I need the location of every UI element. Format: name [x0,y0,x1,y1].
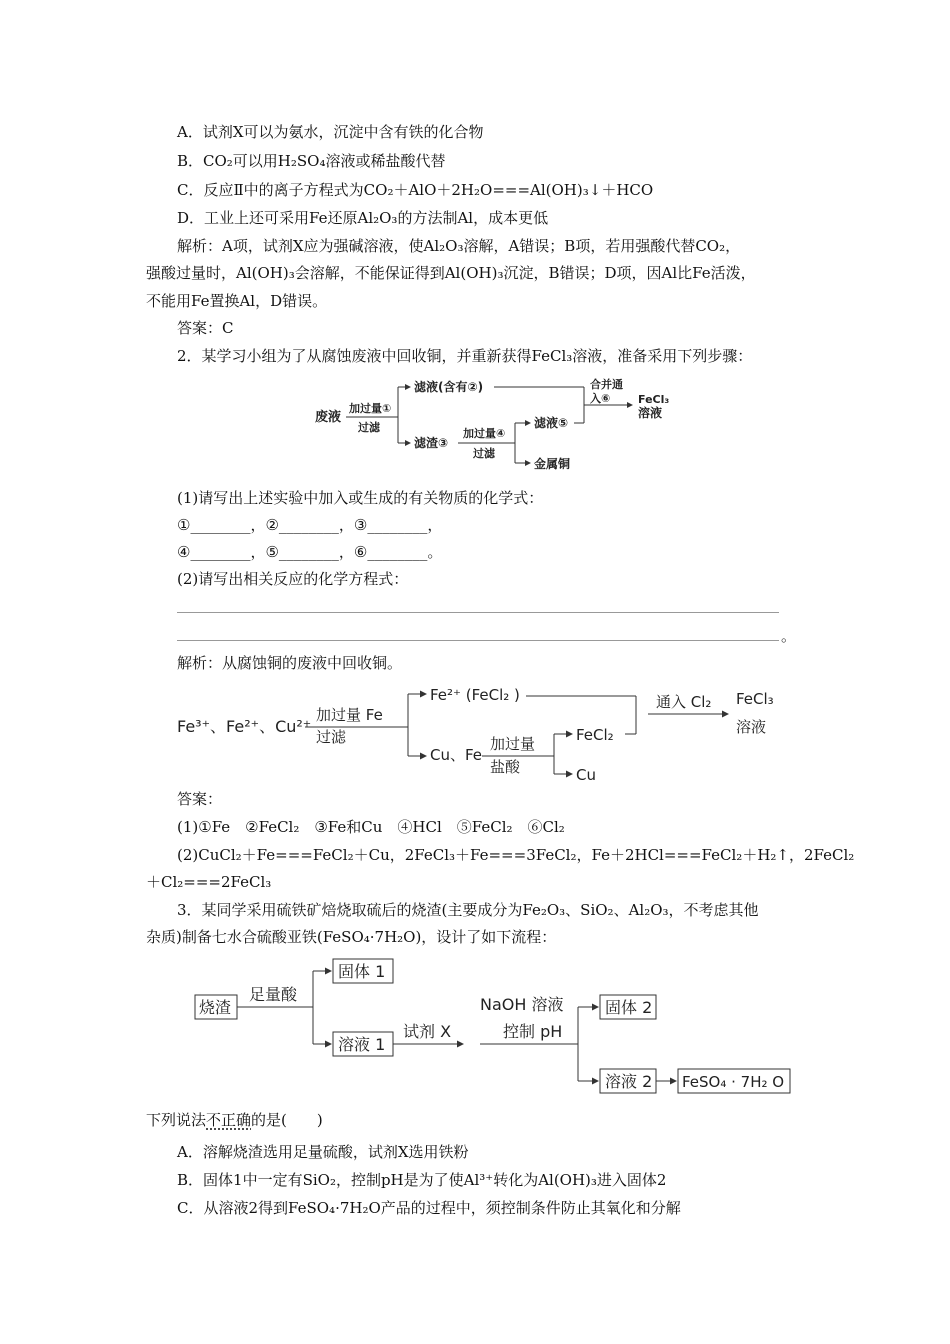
flow1-step1-bottom: 过滤 [358,421,380,434]
flow2-step2-top: 加过量 [490,735,536,753]
q2-analysis: 解析：从腐蚀铜的废液中回收铜。 [177,654,403,672]
flow3-solid2: 固体 2 [605,998,653,1017]
flow2-step1-top: 加过量 Fe [316,706,383,724]
flow2-step3: 通入 Cl₂ [656,693,712,711]
flow2-ions: Fe³⁺、Fe²⁺、Cu²⁺ [177,717,312,736]
flow3-acid: 足量酸 [249,985,298,1004]
flow3-solution1: 溶液 1 [338,1035,386,1054]
flow3-reagent: 试剂 X [403,1022,452,1041]
flow3-solid1: 固体 1 [338,962,386,981]
flow3-start: 烧渣 [199,998,232,1017]
flow3-product: FeSO₄ · 7H₂ O [682,1073,785,1091]
flow2-product-bottom: 溶液 [736,718,767,736]
q2-analysis-diagram [170,680,790,790]
flow3-solution2: 溶液 2 [605,1072,653,1091]
flow2-upper: Fe²⁺ (FeCl₂ ) [430,686,520,704]
q2-part1: (1)请写出上述实验中加入或生成的有关物质的化学式： [177,489,544,507]
q2-blank-row1: ①________，②________，③________， [177,516,443,534]
flow1-filtrate: 滤液(含有②) [414,380,484,394]
flow1-merge-bottom: 入⑥ [590,392,611,405]
q1-option-b: B．CO₂可以用H₂SO₄溶液或稀盐酸代替 [177,152,446,170]
q3-stem-line2: 杂质)制备七水合硫酸亚铁(FeSO₄·7H₂O)，设计了如下流程： [146,928,557,946]
answer-line-end: 。 [781,627,797,645]
q2-part2: (2)请写出相关反应的化学方程式： [177,570,409,588]
flow2-lower: Cu、Fe [430,746,483,764]
q2-answer-label: 答案： [177,790,223,808]
flow2-fecl2: FeCl₂ [576,726,614,744]
q3-option-a: A．溶解烧渣选用足量硫酸，试剂X选用铁粉 [177,1143,469,1161]
flow1-step2-bottom: 过滤 [473,447,495,460]
flow1-product-bottom: 溶液 [638,406,663,420]
flow3-ph: 控制 pH [503,1022,563,1041]
q1-answer: 答案：C [177,319,234,337]
q2-answer-1: (1)①Fe ②FeCl₂ ③Fe和Cu ④HCl ⑤FeCl₂ ⑥Cl₂ [177,818,565,836]
q3-option-b: B．固体1中一定有SiO₂，控制pH是为了使Al³⁺转化为Al(OH)₃进入固体2 [177,1171,667,1189]
q1-option-c: C．反应Ⅱ中的离子方程式为CO₂＋AlO＋2H₂O===Al(OH)₃↓＋HCO [177,181,654,199]
flow2-product-top: FeCl₃ [736,690,774,708]
flow3-naoh: NaOH 溶液 [480,995,564,1014]
q1-option-a: A．试剂X可以为氨水，沉淀中含有铁的化合物 [177,123,484,141]
q3-flow-diagram [185,955,805,1105]
flow1-merge-top: 合并通 [590,378,623,391]
q3-question-emphasis: 不正确 [206,1111,252,1129]
q2-flow-diagram [310,375,680,475]
q3-stem-line1: 3．某同学采用硫铁矿焙烧取硫后的烧渣(主要成分为Fe₂O₃、SiO₂、Al₂O₃，不考虑其他 [177,901,759,919]
q2-stem: 2．某学习小组为了从腐蚀废液中回收铜，并重新获得FeCl₃溶液，准备采用下列步骤： [177,347,753,365]
q2-answer-2b: ＋Cl₂===2FeCl₃ [146,873,272,891]
flow1-step1-top: 加过量① [349,402,392,415]
flow2-step2-bottom: 盐酸 [490,758,521,776]
q3-question [146,1110,323,1130]
flow1-filtrate5: 滤液⑤ [534,416,569,430]
q1-analysis-line1: 解析：A项，试剂X应为强碱溶液，使Al₂O₃溶解，A错误；B项，若用强酸代替CO₂， [177,237,741,255]
q3-question-pre: 下列说法 [146,1111,207,1129]
q3-question-post: 的是( ) [251,1111,323,1129]
q1-analysis-line2: 强酸过量时，Al(OH)₃会溶解，不能保证得到Al(OH)₃沉淀，B错误；D项，因Al比Fe活泼， [146,264,756,282]
q1-option-d: D．工业上还可采用Fe还原Al₂O₃的方法制Al，成本更低 [177,209,549,227]
q2-answer-2a: (2)CuCl₂＋Fe===FeCl₂＋Cu，2FeCl₃＋Fe===3FeCl₂，Fe＋2HCl===FeCl₂＋H₂↑，2FeCl₂ [177,846,855,864]
q3-option-c: C．从溶液2得到FeSO₄·7H₂O产品的过程中，须控制条件防止其氧化和分解 [177,1199,681,1217]
answer-line-1 [177,612,779,613]
q1-analysis-line3: 不能用Fe置换Al，D错误。 [146,292,328,310]
flow1-residue: 滤渣③ [414,436,449,450]
q2-blank-row2: ④________，⑤________，⑥________。 [177,543,443,561]
flow2-cu: Cu [576,766,596,784]
flow1-copper: 金属铜 [534,457,571,471]
flow1-product-top: FeCl₃ [638,393,670,406]
flow1-start: 废液 [315,410,342,425]
flow2-step1-bottom: 过滤 [316,728,347,746]
answer-line-2 [177,640,779,641]
flow1-step2-top: 加过量④ [463,427,506,440]
